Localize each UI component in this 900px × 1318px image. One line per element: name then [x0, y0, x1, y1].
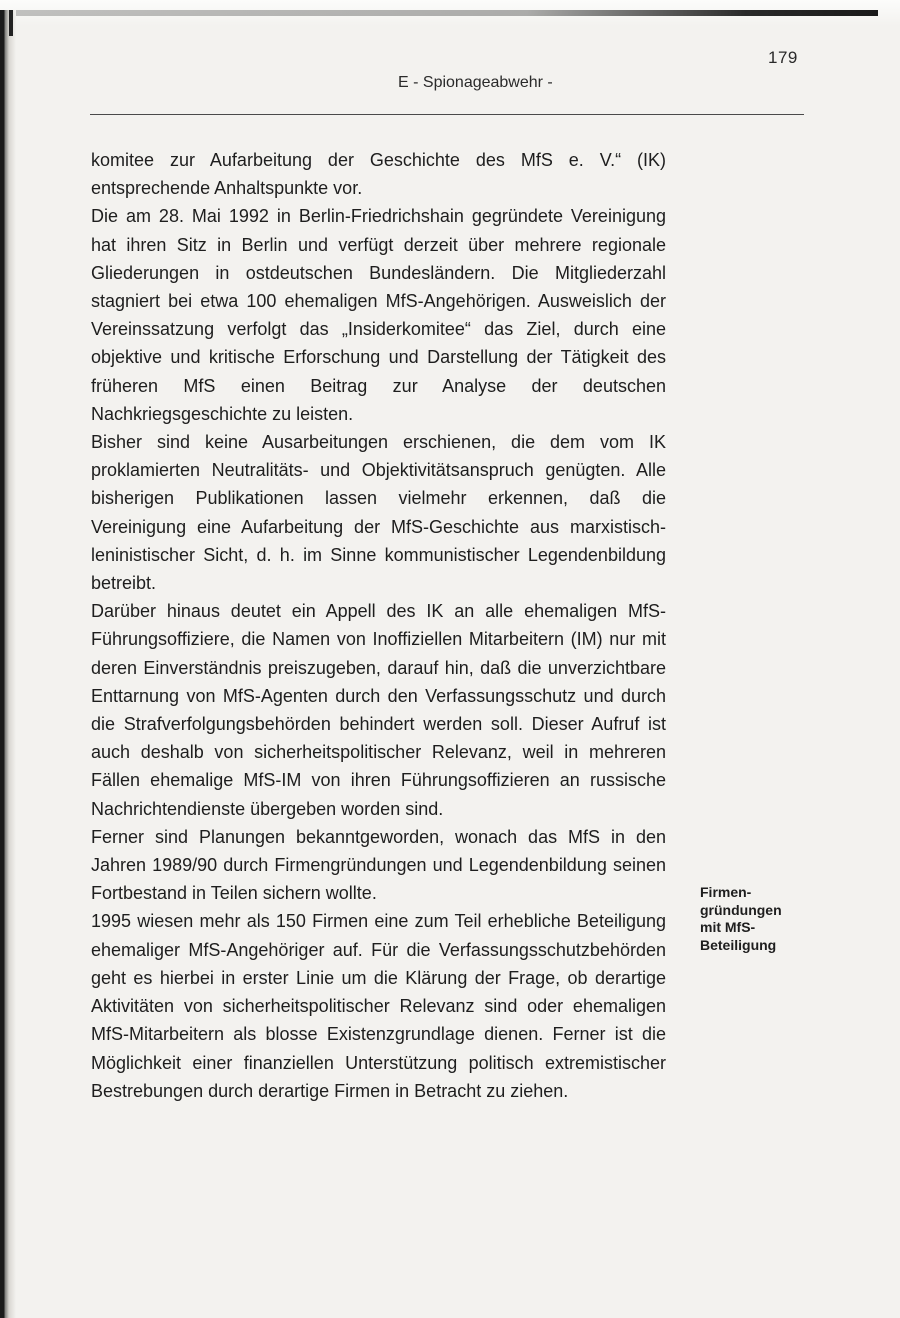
paragraph: Die am 28. Mai 1992 in Berlin-Friedrichshain gegründete Vereinigung hat ihren Sitz in Berlin und verfügt derzeit über mehrere regionale Gliederungen in ostdeutschen Bundesländern. Die Mitgliederzahl stagniert bei etwa 100 ehemaligen MfS-Angehörigen. Ausweislich der Vereinssatzung verfolgt das „Insiderkomitee“ das Ziel, durch eine objektive und kritische Erforschung und Darstellung der Tätigkeit des früheren MfS einen Beitrag zur Analyse der deutschen Nachkriegsgeschichte zu leisten.: [91, 206, 666, 424]
paragraph: komitee zur Aufarbeitung der Geschichte des MfS e. V.“ (IK) entsprechende Anhaltspunkte vor.: [91, 150, 666, 199]
scan-binding-edge: [0, 10, 16, 1318]
margin-note-line: Beteiligung: [700, 936, 777, 953]
running-header: E - Spionageabwehr -: [398, 74, 553, 91]
paragraph: Darüber hinaus deutet ein Appell des IK an alle ehemaligen MfS-Führungsoffiziere, die Namen von Inoffiziellen Mitarbeitern (IM) nur mit deren Einverständnis preiszugeben, darauf hin, daß die unverzichtbare Enttarnung von MfS-Agenten durch den Verfassungsschutz und durch die Strafverfolgungsbehörden behindert werden soll. Dieser Aufruf ist auch deshalb von sicherheitspolitischer Relevanz, weil in mehreren Fällen ehemalige MfS-IM von ihren Führungsoffizieren an russische Nachrichtendienste übergeben worden sind.: [91, 601, 666, 819]
paragraph: Ferner sind Planungen bekanntgeworden, wonach das MfS in den Jahren 1989/90 durch Firmengründungen und Legendenbildung seinen Fortbestand in Teilen sichern wollte.: [91, 826, 666, 904]
margin-note-line: Firmen-: [700, 884, 752, 900]
margin-note: [700, 884, 820, 954]
header-rule: [90, 114, 804, 115]
paragraph: Bisher sind keine Ausarbeitungen erschienen, die dem vom IK proklamierten Neutralitäts- und Objektivitätsanspruch genügten. Alle bisherigen Publikationen lassen vielmehr erkennen, daß die Vereinigung eine Aufarbeitung der MfS-Geschichte aus marxistisch-leninistischer Sicht, d. h. im Sinne kommunistischer Legendenbildung betreibt.: [91, 432, 666, 594]
paragraph: 1995 wiesen mehr als 150 Firmen eine zum Teil erhebliche Beteiligung ehemaliger MfS-Angehöriger auf. Für die Verfassungsschutzbehörden geht es hierbei in erster Linie um die Klärung der Frage, ob derartige Aktivitäten von sicherheitspolitischer Relevanz sind oder ehemaligen MfS-Mitarbeitern als blosse Existenzgrundlage dienen. Ferner ist die Möglichkeit einer finanziellen Unterstützung politisch extremistischer Bestrebungen durch derartige Firmen in Betracht zu ziehen.: [91, 911, 666, 1101]
page-number: 179: [768, 48, 798, 67]
scan-corner-mark: [9, 10, 13, 36]
body-text: [91, 146, 666, 1105]
margin-note-line: mit MfS-: [700, 919, 756, 935]
margin-note-line: gründungen: [700, 901, 782, 918]
scan-top-edge: [0, 10, 878, 16]
